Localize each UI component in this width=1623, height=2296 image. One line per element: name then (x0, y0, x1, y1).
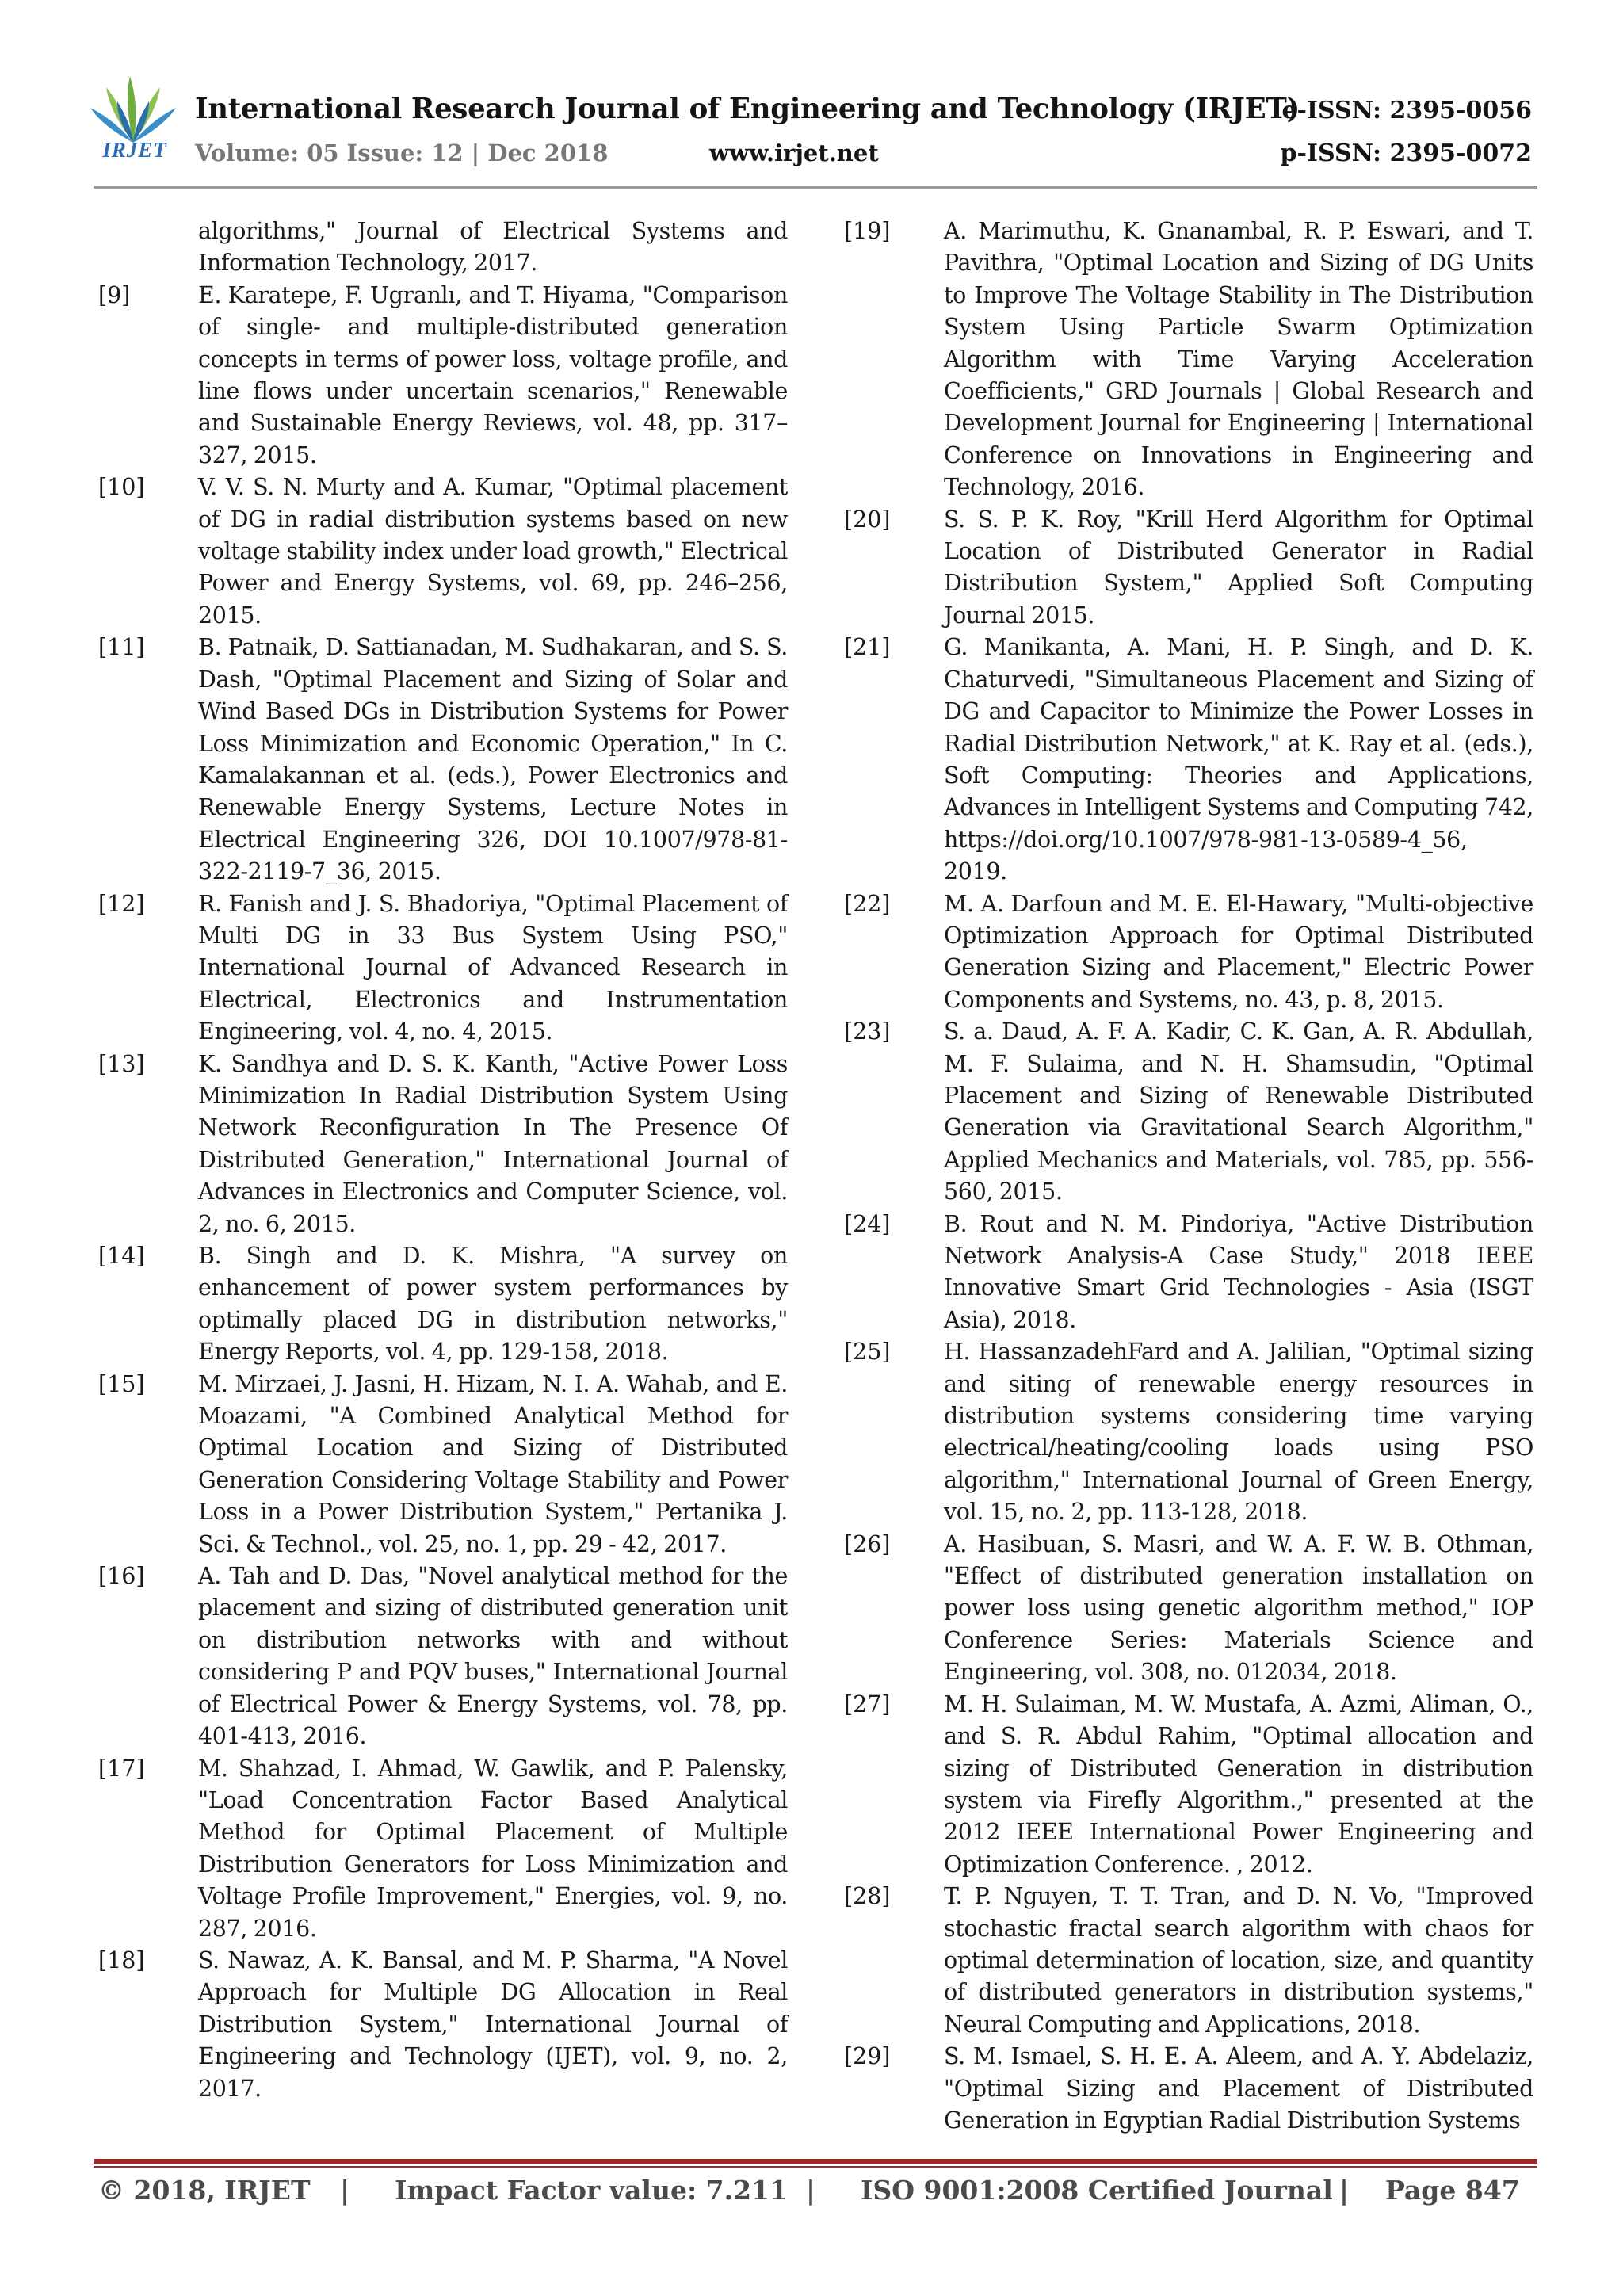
reference-text: A. Tah and D. Das, "Novel analytical method for the placement and sizing of distributed generation unit on distribution networks with and without considering P and PQV buses," International Journal of Electrical Power & Energy Systems, vol. 78, pp. 401-413, 2016. (198, 1563, 788, 1750)
reference-item (844, 504, 1533, 632)
p-issn: p-ISSN: 2395-0072 (1280, 139, 1532, 167)
reference-item (98, 1753, 788, 1945)
reference-number: [10] (98, 474, 145, 501)
footer-separator: | (806, 2175, 816, 2206)
reference-number: [12] (98, 890, 145, 917)
reference-number: [13] (98, 1050, 145, 1077)
volume-issue: Volume: 05 Issue: 12 | Dec 2018 (195, 139, 609, 166)
reference-item (844, 1209, 1533, 1337)
reference-text: T. P. Nguyen, T. T. Tran, and D. N. Vo, "Improved stochastic fractal search algorithm with chaos for optimal determination of location, size, and quantity of distributed generators in distribution systems," Neural Computing and Applications, 2018. (944, 1883, 1533, 2038)
reference-item (844, 1016, 1533, 1208)
reference-item (98, 632, 788, 888)
footer-separator: | (340, 2175, 350, 2206)
reference-number: [23] (844, 1018, 891, 1045)
reference-item (98, 1240, 788, 1369)
reference-item (844, 2041, 1533, 2137)
reference-text: K. Sandhya and D. S. K. Kanth, "Active Power Loss Minimization In Radial Distribution System Using Network Reconfiguration In The Presence Of Distributed Generation," International Journal of Advances in Electronics and Computer Science, vol. 2, no. 6, 2015. (198, 1050, 788, 1237)
reference-number: [28] (844, 1883, 891, 1910)
reference-item (844, 1529, 1533, 1689)
header-divider (94, 186, 1537, 189)
reference-text: B. Rout and N. M. Pindoriya, "Active Distribution Network Analysis-A Case Study," 2018 IEEE Innovative Smart Grid Technologies - Asia (ISGT Asia), 2018. (944, 1210, 1533, 1333)
footer-divider (94, 2159, 1537, 2164)
reference-text: M. H. Sulaiman, M. W. Mustafa, A. Azmi, Aliman, O., and S. R. Abdul Rahim, "Optimal allocation and sizing of Distributed Generation in distribution system via Firefly Algorithm.," presented at the 2012 IEEE International Power Engineering and Optimization Conference. , 2012. (944, 1690, 1533, 1878)
reference-text: M. A. Darfoun and M. E. El-Hawary, "Multi-objective Optimization Approach for Optimal Distributed Generation Sizing and Placement," Electric Power Components and Systems, no. 43, p. 8, 2015. (944, 890, 1533, 1013)
reference-item (844, 632, 1533, 888)
reference-number: [27] (844, 1690, 891, 1717)
reference-number: [22] (844, 890, 891, 917)
reference-item (98, 1945, 788, 2105)
reference-text: G. Manikanta, A. Mani, H. P. Singh, and D. K. Chaturvedi, "Simultaneous Placement and Sizing of DG and Capacitor to Minimize the Power Losses in Radial Distribution Network," at K. Ray et al. (eds.), Soft Computing: Theories and Applications, Advances in Intelligent Systems and Computing 742, https://doi.org/10.1007/978-981-13-0589-4_56, 2019. (944, 634, 1533, 885)
footer-iso: ISO 9001:2008 Certified Journal (861, 2175, 1333, 2206)
reference-number: [11] (98, 634, 145, 661)
reference-number: [9] (98, 281, 131, 308)
footer-page-number: Page 847 (1385, 2175, 1520, 2206)
reference-item (844, 888, 1533, 1017)
reference-text: S. S. P. K. Roy, "Krill Herd Algorithm for Optimal Location of Distributed Generator in Radial Distribution System," Applied Soft Computing Journal 2015. (944, 506, 1533, 628)
reference-item (98, 1561, 788, 1752)
reference-number: [29] (844, 2043, 891, 2070)
reference-text: A. Marimuthu, K. Gnanambal, R. P. Eswari, and T. Pavithra, "Optimal Location and Sizing of DG Units to Improve The Voltage Stability in The Distribution System Using Particle Swarm Optimization Algorithm with Time Varying Acceleration Coefficients," GRD Journals | Global Research and Development Journal for Engineering | International Conference on Innovations in Engineering and Technology, 2016. (944, 218, 1533, 501)
reference-item (98, 280, 788, 472)
reference-number: [25] (844, 1339, 891, 1366)
reference-item (98, 1049, 788, 1240)
logo-leaves-icon (89, 73, 178, 144)
reference-text: R. Fanish and J. S. Bhadoriya, "Optimal Placement of Multi DG in 33 Bus System Using PSO," International Journal of Advanced Research in Electrical, Electronics and Instrumentation Engineering, vol. 4, no. 4, 2015. (198, 890, 788, 1045)
reference-item (844, 1336, 1533, 1528)
reference-text: B. Singh and D. K. Mishra, "A survey on enhancement of power system performances by optimally placed DG in distribution networks," Energy Reports, vol. 4, pp. 129-158, 2018. (198, 1243, 788, 1366)
reference-number: [26] (844, 1530, 891, 1557)
references-right-column (844, 216, 1533, 2137)
footer-divider-thin (94, 2166, 1537, 2168)
reference-item (844, 1689, 1533, 1881)
footer-impact-factor: Impact Factor value: 7.211 (395, 2175, 788, 2206)
reference-text: S. Nawaz, A. K. Bansal, and M. P. Sharma, "A Novel Approach for Multiple DG Allocation in Real Distribution System," International Journal of Engineering and Technology (IJET), vol. 9, no. 2, 2017. (198, 1946, 788, 2102)
reference-text: E. Karatepe, F. Ugranlı, and T. Hiyama, "Comparison of single- and multiple-distributed generation concepts in terms of power loss, voltage profile, and line flows under uncertain scenarios," Renewable and Sustainable Energy Reviews, vol. 48, pp. 317–327, 2015. (198, 281, 788, 468)
reference-number: [20] (844, 506, 891, 533)
reference-number: [19] (844, 218, 891, 244)
reference-list-right (844, 216, 1533, 2137)
reference-text: S. M. Ismael, S. H. E. A. Aleem, and A. Y. Abdelaziz, "Optimal Sizing and Placement of Distributed Generation in Egyptian Radial Distribution Systems (944, 2043, 1533, 2134)
reference-list-left (98, 280, 788, 2105)
reference-number: [15] (98, 1370, 145, 1397)
irjet-logo (89, 73, 178, 166)
reference-number: [16] (98, 1563, 145, 1590)
reference-item (844, 1881, 1533, 2041)
reference-text: S. a. Daud, A. F. A. Kadir, C. K. Gan, A. R. Abdullah, M. F. Sulaima, and N. H. Shamsudin, "Optimal Placement and Sizing of Renewable Distributed Generation via Gravitational Search Algorithm," Applied Mechanics and Materials, vol. 785, pp. 556-560, 2015. (944, 1018, 1533, 1205)
reference-item (844, 216, 1533, 504)
reference-item (98, 1369, 788, 1561)
reference-number: [17] (98, 1755, 145, 1782)
reference-number: [21] (844, 634, 891, 661)
reference-text: B. Patnaik, D. Sattianadan, M. Sudhakaran, and S. S. Dash, "Optimal Placement and Sizing of Solar and Wind Based DGs in Distribution Systems for Power Loss Minimization and Economic Operation," In C. Kamalakannan et al. (eds.), Power Electronics and Renewable Energy Systems, Lecture Notes in Electrical Engineering 326, DOI 10.1007/978-81-322-2119-7_36, 2015. (198, 634, 788, 885)
reference-item (98, 472, 788, 632)
footer-separator: | (1339, 2175, 1350, 2206)
reference-text: M. Mirzaei, J. Jasni, H. Hizam, N. I. A. Wahab, and E. Moazami, "A Combined Analytical Method for Optimal Location and Sizing of Distributed Generation Considering Voltage Stability and Power Loss in a Power Distribution System," Pertanika J. Sci. & Technol., vol. 25, no. 1, pp. 29 - 42, 2017. (198, 1370, 788, 1557)
reference-continuation: algorithms," Journal of Electrical Systems and Information Technology, 2017. (198, 218, 788, 277)
references-left-column (98, 216, 788, 2105)
journal-title: International Research Journal of Engineering and Technology (IRJET) (195, 93, 1300, 125)
journal-website: www.irjet.net (709, 139, 879, 166)
page-header (0, 0, 1623, 190)
reference-number: [18] (98, 1946, 145, 1973)
reference-number: [14] (98, 1243, 145, 1269)
reference-text: V. V. S. N. Murty and A. Kumar, "Optimal placement of DG in radial distribution systems based on new voltage stability index under load growth," Electrical Power and Energy Systems, vol. 69, pp. 246–256, 2015. (198, 474, 788, 628)
reference-text: M. Shahzad, I. Ahmad, W. Gawlik, and P. Palensky, "Load Concentration Factor Based Analytical Method for Optimal Placement of Multiple Distribution Generators for Loss Minimization and Voltage Profile Improvement," Energies, vol. 9, no. 287, 2016. (198, 1755, 788, 1942)
e-issn: e-ISSN: 2395-0056 (1281, 97, 1532, 124)
reference-text: H. HassanzadehFard and A. Jalilian, "Optimal sizing and siting of renewable energy resources in distribution systems considering time varying electrical/heating/cooling loads using PSO algorithm," International Journal of Green Energy, vol. 15, no. 2, pp. 113-128, 2018. (944, 1339, 1533, 1526)
logo-text: IRJET (102, 138, 167, 162)
reference-number: [24] (844, 1210, 891, 1237)
page-footer (98, 2175, 1537, 2222)
reference-text: A. Hasibuan, S. Masri, and W. A. F. W. B. Othman, "Effect of distributed generation installation on power loss using genetic algorithm method," IOP Conference Series: Materials Science and Engineering, vol. 308, no. 012034, 2018. (944, 1530, 1533, 1686)
footer-copyright: © 2018, IRJET (98, 2175, 311, 2206)
reference-item (98, 888, 788, 1049)
